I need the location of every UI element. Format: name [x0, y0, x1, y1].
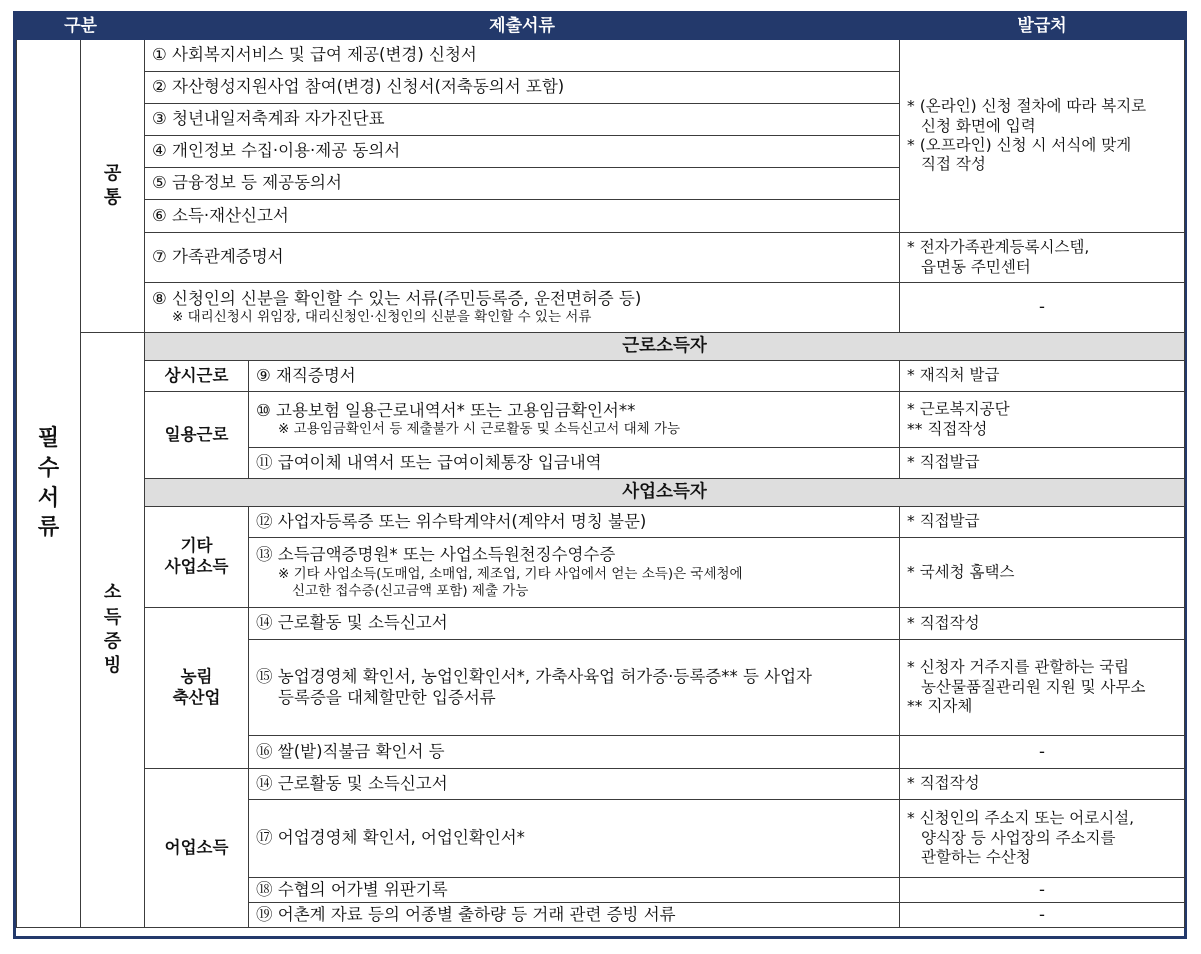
income-proof-label: 소 득 증 빙	[81, 333, 145, 928]
header-documents: 제출서류	[145, 15, 900, 40]
table-row	[17, 361, 1185, 392]
doc-14-farm: ⑭ 근로활동 및 소득신고서	[249, 608, 900, 640]
doc-10: ⑩ 고용보험 일용근로내역서* 또는 고용임금확인서** ※ 고용임금확인서 등 제출불가 시 근로활동 및 소득신고서 대체 가능	[249, 392, 900, 448]
table-row	[17, 283, 1185, 333]
doc-9: ⑨ 재직증명서	[249, 361, 900, 392]
doc-18: ⑱ 수협의 어가별 위판기록	[249, 878, 900, 903]
table-row	[17, 40, 1185, 72]
issuer-16: -	[900, 736, 1185, 769]
issuer-8: -	[900, 283, 1185, 333]
table-row	[17, 507, 1185, 538]
table-row	[17, 392, 1185, 448]
doc-2: ② 자산형성지원사업 참여(변경) 신청서(저축동의서 포함)	[145, 72, 900, 104]
issuer-11: * 직접발급	[900, 448, 1185, 479]
farm-livestock-label: 농림 축산업	[145, 608, 249, 769]
table-row	[17, 769, 1185, 800]
daily-work-label: 일용근로	[145, 392, 249, 479]
doc-13-note: ※ 기타 사업소득(도매업, 소매업, 제조업, 기타 사업에서 얻는 소득)은 국세청에 신고한 접수증(신고금액 포함) 제출 가능	[278, 565, 743, 599]
regular-work-label: 상시근로	[145, 361, 249, 392]
doc-3: ③ 청년내일저축계좌 자가진단표	[145, 104, 900, 136]
doc-1: ① 사회복지서비스 및 급여 제공(변경) 신청서	[145, 40, 900, 72]
doc-10-note: ※ 고용임금확인서 등 제출불가 시 근로활동 및 소득신고서 대체 가능	[278, 421, 681, 438]
doc-5: ⑤ 금융정보 등 제공동의서	[145, 168, 900, 200]
issuer-10: * 근로복지공단 ** 직접작성	[900, 392, 1185, 448]
doc-8-note: ※ 대리신청시 위임장, 대리신청인·신청인의 신분을 확인할 수 있는 서류	[172, 309, 592, 326]
doc-16: ⑯ 쌀(밭)직불금 확인서 등	[249, 736, 900, 769]
issuer-9: * 재직처 발급	[900, 361, 1185, 392]
issuer-13: * 국세청 홈택스	[900, 538, 1185, 608]
common-label: 공 통	[81, 40, 145, 333]
table-row	[17, 333, 1185, 361]
doc-19: ⑲ 어촌계 자료 등의 어종별 출하량 등 거래 관련 증빙 서류	[249, 903, 900, 928]
required-docs-label: 필 수 서 류	[17, 40, 81, 928]
required-documents-table	[16, 14, 1185, 928]
table-row	[17, 233, 1185, 283]
issuer-14-fish: * 직접작성	[900, 769, 1185, 800]
fishery-label: 어업소득	[145, 769, 249, 928]
doc-12: ⑫ 사업자등록증 또는 위수탁계약서(계약서 명칭 불문)	[249, 507, 900, 538]
doc-13: ⑬ 소득금액증명원* 또는 사업소득원천징수영수증 ※ 기타 사업소득(도매업, 소매업, 제조업, 기타 사업에서 얻는 소득)은 국세청에 신고한 접수증(신고금액 포함) 제출 가능	[249, 538, 900, 608]
doc-14-fish: ⑭ 근로활동 및 소득신고서	[249, 769, 900, 800]
issuer-7: * 전자가족관계등록시스템, 읍면동 주민센터	[900, 233, 1185, 283]
business-band: 사업소득자	[145, 479, 1185, 507]
issuer-14-farm: * 직접작성	[900, 608, 1185, 640]
issuer-online-offline: * (온라인) 신청 절차에 따라 복지로 신청 화면에 입력 * (오프라인) 신청 시 서식에 맞게 직접 작성	[900, 40, 1185, 233]
header-row	[17, 15, 1185, 40]
doc-8: ⑧ 신청인의 신분을 확인할 수 있는 서류(주민등록증, 운전면허증 등) ※ 대리신청시 위임장, 대리신청인·신청인의 신분을 확인할 수 있는 서류	[145, 283, 900, 333]
issuer-19: -	[900, 903, 1185, 928]
header-issuer: 발급처	[900, 15, 1185, 40]
table-row	[17, 608, 1185, 640]
issuer-12: * 직접발급	[900, 507, 1185, 538]
doc-4: ④ 개인정보 수집·이용·제공 동의서	[145, 136, 900, 168]
doc-6: ⑥ 소득·재산신고서	[145, 200, 900, 233]
issuer-18: -	[900, 878, 1185, 903]
doc-7: ⑦ 가족관계증명서	[145, 233, 900, 283]
other-business-label: 기타 사업소득	[145, 507, 249, 608]
header-category: 구분	[17, 15, 145, 40]
doc-15: ⑮ 농업경영체 확인서, 농업인확인서*, 가축사육업 허가증·등록증** 등 사업자 등록증을 대체할만한 입증서류	[249, 640, 900, 736]
issuer-15: * 신청자 거주지를 관할하는 국립 농산물품질관리원 지원 및 사무소 ** 지자체	[900, 640, 1185, 736]
doc-11: ⑪ 급여이체 내역서 또는 급여이체통장 입금내역	[249, 448, 900, 479]
issuer-17: * 신청인의 주소지 또는 어로시설, 양식장 등 사업장의 주소지를 관할하는 수산청	[900, 800, 1185, 878]
table-row	[17, 479, 1185, 507]
worker-band: 근로소득자	[145, 333, 1185, 361]
doc-17: ⑰ 어업경영체 확인서, 어업인확인서*	[249, 800, 900, 878]
